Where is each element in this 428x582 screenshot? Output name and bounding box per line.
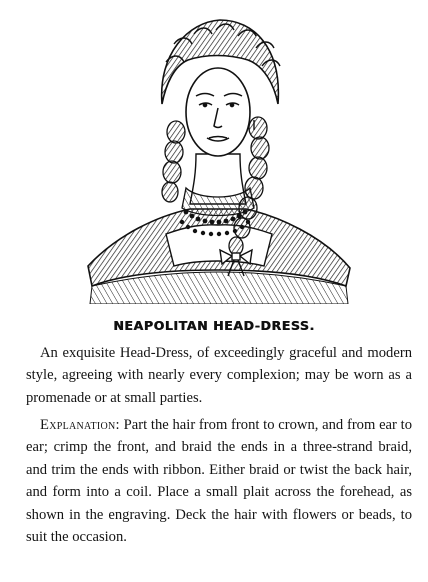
explanation-body: Part the hair from front to crown, and from ear to ear; crimp the front, and braid the ends in a three-strand braid, and trim the ends with ribbon. Either braid or twist the back hair, and form into a coil. Place a small plait across the forehead, as shown in the engraving. Deck the hair with flowers or beads, to suit the occasion. xyxy=(26,417,412,546)
explanation-lead: Explanation: xyxy=(40,417,120,433)
bodice-front xyxy=(166,225,272,266)
portrait-engraving xyxy=(78,4,358,304)
description-paragraph: An exquisite Head-Dress, of exceedingly graceful and modern style, agreeing with nearly every complexion; may be worn as a promenade or at small parties. xyxy=(26,345,412,406)
braid-left xyxy=(162,121,185,202)
illustration-caption: NEAPOLITAN HEAD-DRESS. xyxy=(113,318,315,333)
explanation-paragraph xyxy=(26,414,412,548)
face xyxy=(186,68,250,156)
